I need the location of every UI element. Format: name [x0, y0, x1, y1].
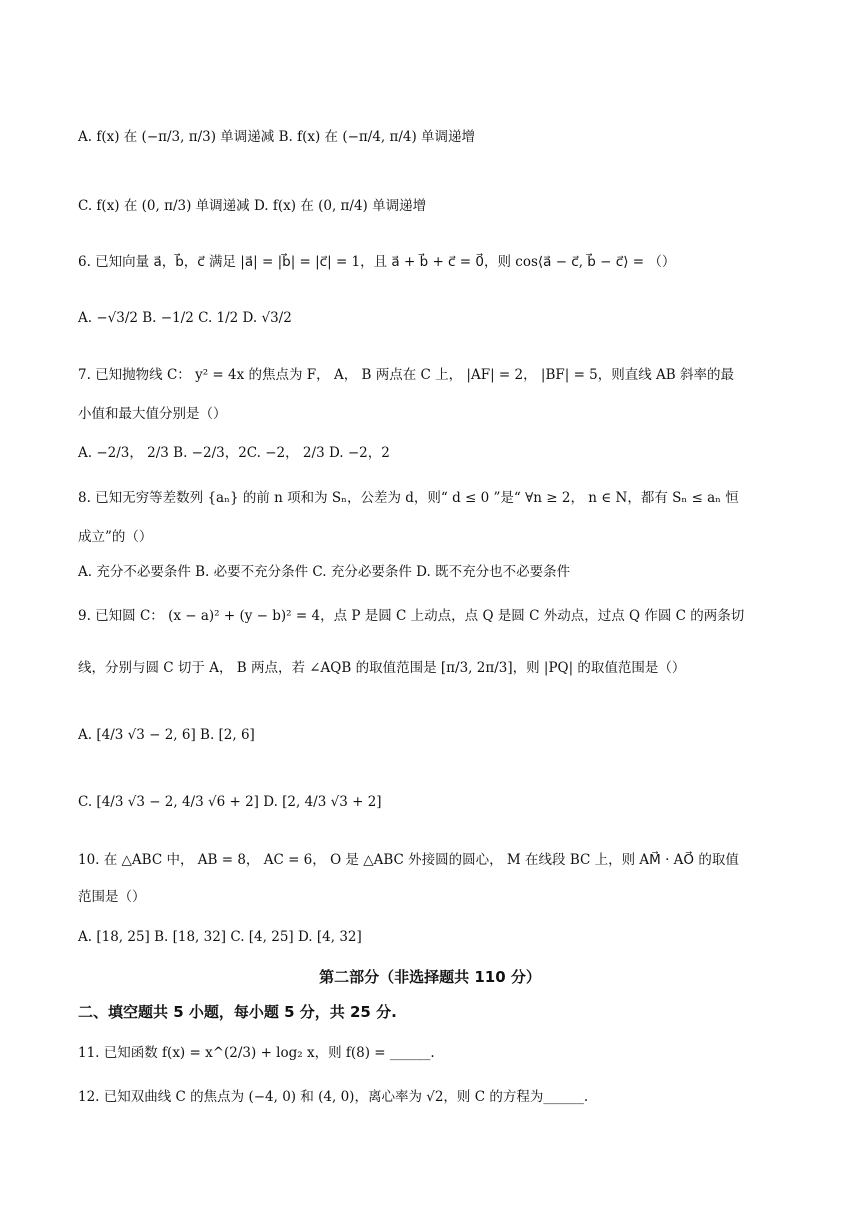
q9-options-ab: A. [4/3 √3 − 2, 6] B. [2, 6]	[78, 727, 255, 743]
part-two-title: 第二部分（非选择题共 110 分）	[319, 968, 541, 986]
q11-stem: 11. 已知函数 f(x) = x^(2/3) + log₂ x，则 f(8) = ______.	[78, 1045, 435, 1061]
q12-stem: 12. 已知双曲线 C 的焦点为 (−4, 0) 和 (4, 0)，离心率为 √2，则 C 的方程为______.	[78, 1089, 589, 1105]
q7-stem-line1: 7. 已知抛物线 C： y² = 4x 的焦点为 F， A， B 两点在 C 上， |AF| = 2， |BF| = 5，则直线 AB 斜率的最	[78, 367, 735, 383]
q10-stem-line2: 范围是（）	[78, 889, 146, 905]
q8-stem-line2: 成立”的（）	[78, 529, 153, 545]
q9-stem-line1: 9. 已知圆 C： (x − a)² + (y − b)² = 4，点 P 是圆 C 上动点，点 Q 是圆 C 外动点，过点 Q 作圆 C 的两条切	[78, 608, 745, 624]
q7-options: A. −2/3， 2/3 B. −2/3，2C. −2， 2/3 D. −2，2	[78, 445, 390, 461]
q5-option-cd: C. f(x) 在 (0, π/3) 单调递减 D. f(x) 在 (0, π/4) 单调递增	[78, 198, 427, 214]
q10-options: A. [18, 25] B. [18, 32] C. [4, 25] D. [4, 32]	[78, 929, 362, 945]
q6-stem: 6. 已知向量 a⃗，b⃗，c⃗ 满足 |a⃗| = |b⃗| = |c⃗| = 1，且 a⃗ + b⃗ + c⃗ = 0⃗，则 cos⟨a⃗ − c⃗, b⃗ − c⃗⟩ = （）	[78, 254, 676, 270]
q5-option-ab: A. f(x) 在 (−π/3, π/3) 单调递减 B. f(x) 在 (−π/4, π/4) 单调递增	[78, 129, 476, 145]
q10-stem-line1: 10. 在 △ABC 中， AB = 8， AC = 6， O 是 △ABC 外接圆的圆心， M 在线段 BC 上，则 AM⃗ · AO⃗ 的取值	[78, 852, 739, 868]
q9-stem-line2: 线，分别与圆 C 切于 A， B 两点，若 ∠AQB 的取值范围是 [π/3, 2π/3]，则 |PQ| 的取值范围是（）	[78, 660, 686, 676]
q8-options: A. 充分不必要条件 B. 必要不充分条件 C. 充分必要条件 D. 既不充分也不必要条件	[78, 564, 571, 580]
q8-stem-line1: 8. 已知无穷等差数列 {aₙ} 的前 n 项和为 Sₙ，公差为 d，则“ d ≤ 0 ”是“ ∀n ≥ 2， n ∈ N，都有 Sₙ ≤ aₙ 恒	[78, 490, 739, 506]
q6-options: A. −√3/2 B. −1/2 C. 1/2 D. √3/2	[78, 310, 292, 326]
q7-stem-line2: 小值和最大值分别是（）	[78, 406, 227, 422]
q9-options-cd: C. [4/3 √3 − 2, 4/3 √6 + 2] D. [2, 4/3 √3 + 2]	[78, 794, 382, 810]
fill-in-section-title: 二、填空题共 5 小题，每小题 5 分，共 25 分.	[78, 1003, 397, 1021]
